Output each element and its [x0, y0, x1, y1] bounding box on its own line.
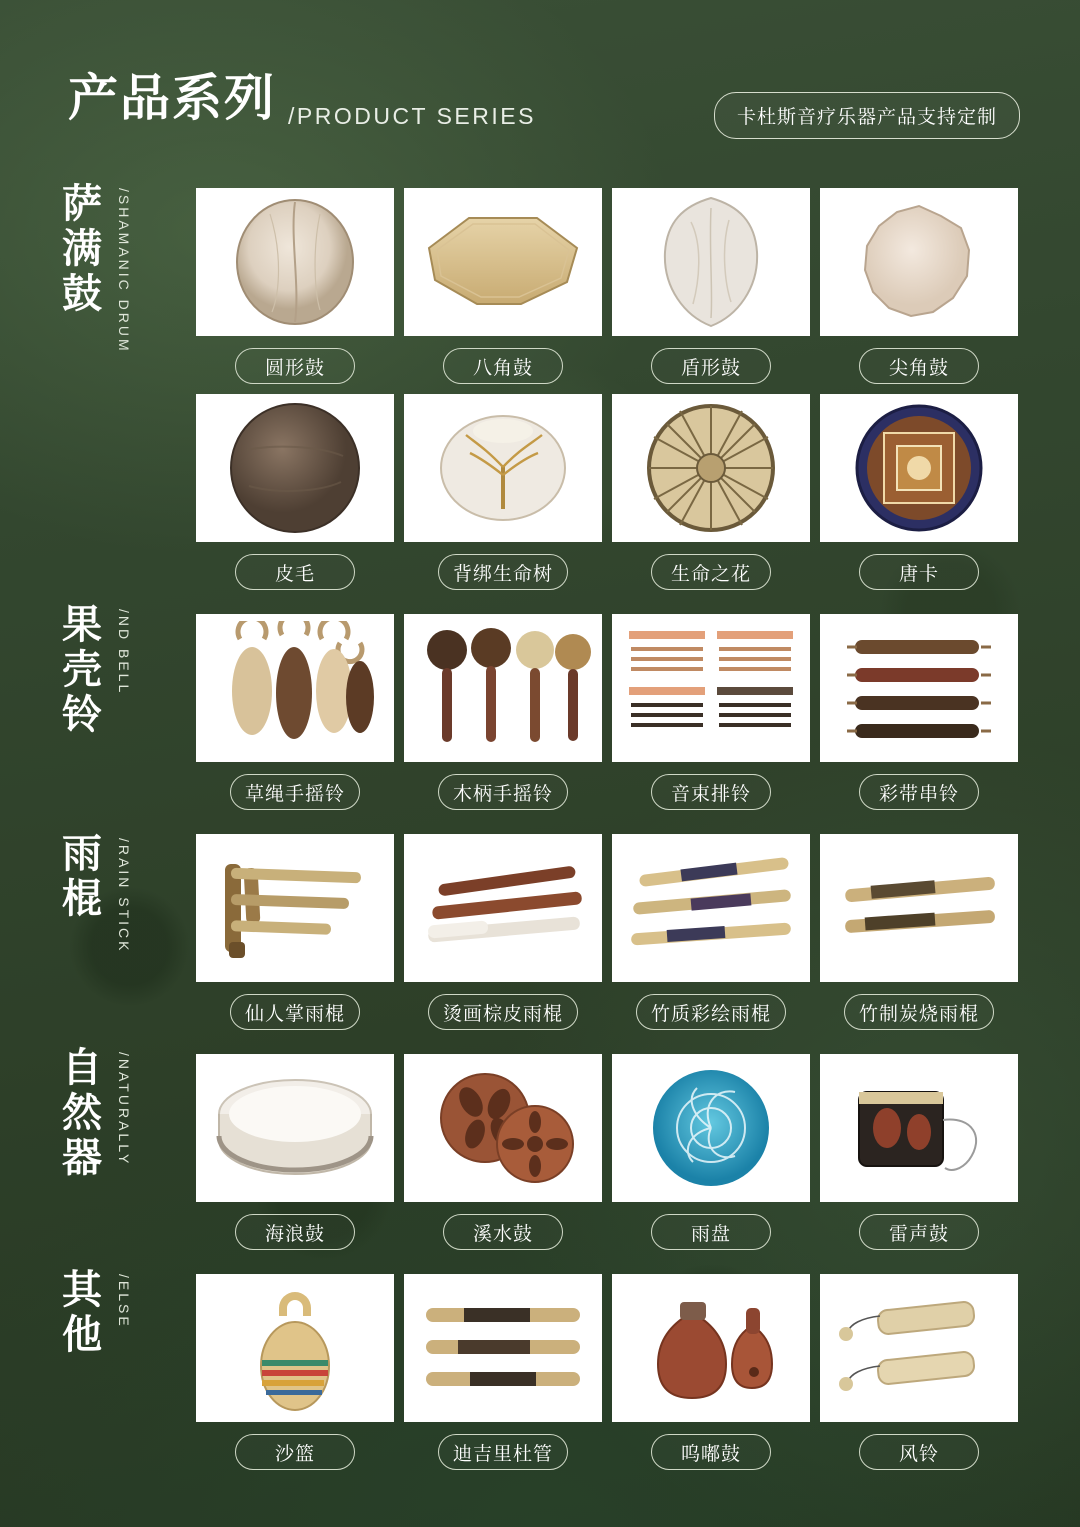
product-label: 风铃 — [859, 1434, 979, 1470]
section-spacer — [196, 1040, 1018, 1054]
product-row — [196, 1274, 1018, 1470]
section-spacer — [196, 1260, 1018, 1274]
product-cell[interactable] — [404, 834, 602, 1030]
page-header — [68, 62, 1020, 134]
product-cell[interactable] — [820, 394, 1018, 590]
tree-of-life-drum-image — [404, 394, 602, 542]
octagon-drum-image — [404, 188, 602, 336]
stream-drum-image — [404, 1054, 602, 1202]
category-shamanic-drum — [62, 182, 192, 354]
product-label: 呜嘟鼓 — [651, 1434, 771, 1470]
page-title-en: /PRODUCT SERIES — [288, 103, 536, 129]
product-label: 雨盘 — [651, 1214, 771, 1250]
sand-basket-image — [196, 1274, 394, 1422]
category-label-cn: 其他 — [62, 1268, 102, 1357]
painted-bamboo-rainstick-image — [612, 834, 810, 982]
product-label: 竹制炭烧雨棍 — [844, 994, 994, 1030]
section-spacer — [196, 600, 1018, 614]
wind-chime-image — [820, 1274, 1018, 1422]
thunder-drum-image — [820, 1054, 1018, 1202]
product-label: 竹质彩绘雨棍 — [636, 994, 786, 1030]
product-label: 海浪鼓 — [235, 1214, 355, 1250]
product-cell[interactable] — [820, 614, 1018, 810]
product-cell[interactable] — [196, 834, 394, 1030]
section-spacer — [196, 820, 1018, 834]
category-naturally — [62, 1046, 192, 1180]
product-row — [196, 1054, 1018, 1250]
product-label: 草绳手摇铃 — [230, 774, 360, 810]
product-label: 雷声鼓 — [859, 1214, 979, 1250]
product-row — [196, 834, 1018, 1030]
straw-rope-shaker-image — [196, 614, 394, 762]
product-cell[interactable] — [612, 614, 810, 810]
pyrography-palm-rainstick-image — [404, 834, 602, 982]
cactus-rainstick-image — [196, 834, 394, 982]
product-cell[interactable] — [820, 1274, 1018, 1470]
product-cell[interactable] — [196, 394, 394, 590]
product-cell[interactable] — [196, 1274, 394, 1470]
product-cell[interactable] — [196, 188, 394, 384]
category-label-cn: 萨满鼓 — [62, 182, 102, 316]
product-cell[interactable] — [404, 1274, 602, 1470]
product-row — [196, 614, 1018, 810]
wood-handle-shaker-image — [404, 614, 602, 762]
category-label-cn: 果壳铃 — [62, 603, 102, 737]
product-cell[interactable] — [404, 188, 602, 384]
product-label: 溪水鼓 — [443, 1214, 563, 1250]
product-label: 皮毛 — [235, 554, 355, 590]
wudu-drum-image — [612, 1274, 810, 1422]
product-cell[interactable] — [612, 1054, 810, 1250]
product-cell[interactable] — [612, 834, 810, 1030]
ribbon-string-bell-image — [820, 614, 1018, 762]
product-row — [196, 188, 1018, 384]
sound-beam-bell-row-image — [612, 614, 810, 762]
product-cell[interactable] — [404, 1054, 602, 1250]
product-label: 唐卡 — [859, 554, 979, 590]
product-label: 迪吉里杜管 — [438, 1434, 568, 1470]
product-cell[interactable] — [820, 834, 1018, 1030]
charred-bamboo-rainstick-image — [820, 834, 1018, 982]
page-title: 产品系列 — [68, 70, 276, 126]
product-label: 烫画棕皮雨棍 — [428, 994, 578, 1030]
category-nut-bell — [62, 603, 192, 737]
category-label-en: /RAIN STICK — [116, 838, 132, 954]
shield-drum-image — [612, 188, 810, 336]
category-label-en: /SHAMANIC DRUM — [116, 188, 132, 354]
product-label: 彩带串铃 — [859, 774, 979, 810]
product-cell[interactable] — [612, 1274, 810, 1470]
category-label-en: /ELSE — [116, 1274, 132, 1329]
product-cell[interactable] — [820, 1054, 1018, 1250]
product-cell[interactable] — [196, 614, 394, 810]
product-label: 沙篮 — [235, 1434, 355, 1470]
product-cell[interactable] — [196, 1054, 394, 1250]
category-label-cn: 自然器 — [62, 1046, 102, 1180]
flower-of-life-drum-image — [612, 394, 810, 542]
ocean-drum-image — [196, 1054, 394, 1202]
category-label-en: /NATURALLY — [116, 1052, 132, 1167]
product-cell[interactable] — [404, 394, 602, 590]
thangka-drum-image — [820, 394, 1018, 542]
category-rain-stick — [62, 832, 192, 953]
pointed-drum-image — [820, 188, 1018, 336]
product-cell[interactable] — [612, 188, 810, 384]
category-label-en: /ND BELL — [116, 609, 132, 696]
category-else — [62, 1268, 192, 1358]
customization-badge: 卡杜斯音疗乐器产品支持定制 — [714, 92, 1020, 139]
product-grid — [196, 188, 1018, 1480]
didgeridoo-image — [404, 1274, 602, 1422]
product-cell[interactable] — [820, 188, 1018, 384]
product-label: 生命之花 — [651, 554, 771, 590]
product-cell[interactable] — [612, 394, 810, 590]
product-label: 木柄手摇铃 — [438, 774, 568, 810]
rain-plate-image — [612, 1054, 810, 1202]
product-label: 八角鼓 — [443, 348, 563, 384]
product-label: 尖角鼓 — [859, 348, 979, 384]
product-label: 背绑生命树 — [438, 554, 568, 590]
fur-drum-image — [196, 394, 394, 542]
product-label: 盾形鼓 — [651, 348, 771, 384]
product-label: 仙人掌雨棍 — [230, 994, 360, 1030]
product-label: 音束排铃 — [651, 774, 771, 810]
product-label: 圆形鼓 — [235, 348, 355, 384]
category-label-cn: 雨棍 — [62, 832, 102, 921]
round-drum-image — [196, 188, 394, 336]
product-cell[interactable] — [404, 614, 602, 810]
product-row — [196, 394, 1018, 590]
